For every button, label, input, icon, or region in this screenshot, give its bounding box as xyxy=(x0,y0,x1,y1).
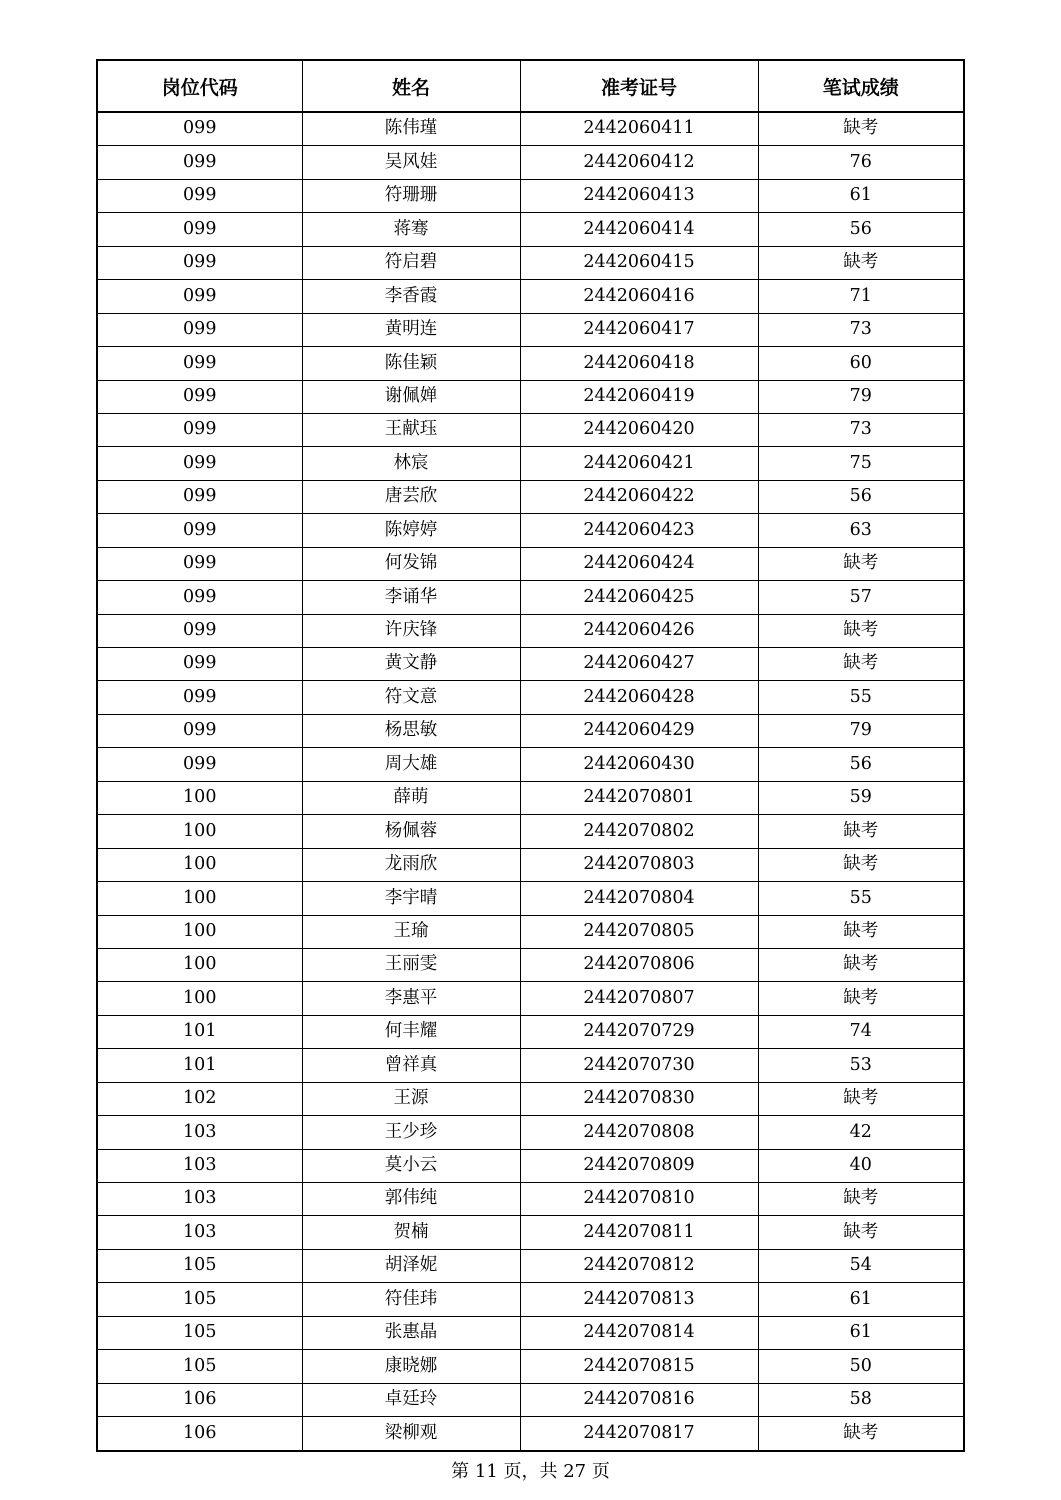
name-cell: 龙雨欣 xyxy=(302,848,520,881)
admission-number-cell: 2442070810 xyxy=(520,1183,758,1216)
position-code-cell: 103 xyxy=(97,1116,302,1149)
written-score-cell: 74 xyxy=(758,1015,964,1048)
table-row xyxy=(97,480,964,513)
position-code-cell: 099 xyxy=(97,280,302,313)
name-cell: 林宸 xyxy=(302,447,520,480)
written-score-cell: 57 xyxy=(758,581,964,614)
written-score-cell: 缺考 xyxy=(758,1417,964,1451)
position-code-cell: 099 xyxy=(97,514,302,547)
written-score-cell: 缺考 xyxy=(758,112,964,146)
admission-number-cell: 2442070804 xyxy=(520,882,758,915)
written-score-cell: 56 xyxy=(758,748,964,781)
table-row xyxy=(97,815,964,848)
admission-number-cell: 2442060426 xyxy=(520,614,758,647)
name-cell: 符珊珊 xyxy=(302,179,520,212)
position-code-cell: 102 xyxy=(97,1082,302,1115)
written-score-cell: 54 xyxy=(758,1249,964,1282)
table-row xyxy=(97,1082,964,1115)
position-code-cell: 099 xyxy=(97,614,302,647)
admission-number-cell: 2442070802 xyxy=(520,815,758,848)
admission-number-cell: 2442060420 xyxy=(520,413,758,446)
name-cell: 王献珏 xyxy=(302,413,520,446)
position-code-cell: 099 xyxy=(97,413,302,446)
table-row xyxy=(97,614,964,647)
written-score-cell: 缺考 xyxy=(758,1082,964,1115)
score-table xyxy=(96,59,965,1452)
name-cell: 蒋骞 xyxy=(302,213,520,246)
position-code-cell: 099 xyxy=(97,246,302,279)
position-code-cell: 100 xyxy=(97,781,302,814)
name-cell: 卓廷玲 xyxy=(302,1383,520,1416)
table-row xyxy=(97,280,964,313)
admission-number-cell: 2442060422 xyxy=(520,480,758,513)
admission-number-cell: 2442060414 xyxy=(520,213,758,246)
written-score-cell: 53 xyxy=(758,1049,964,1082)
admission-number-cell: 2442060425 xyxy=(520,581,758,614)
name-cell: 杨思敏 xyxy=(302,714,520,747)
table-row xyxy=(97,1383,964,1416)
written-score-cell: 73 xyxy=(758,413,964,446)
name-cell: 谢佩婵 xyxy=(302,380,520,413)
position-code-cell: 099 xyxy=(97,681,302,714)
admission-number-cell: 2442060418 xyxy=(520,347,758,380)
table-row xyxy=(97,982,964,1015)
admission-number-cell: 2442070813 xyxy=(520,1283,758,1316)
table-row xyxy=(97,1216,964,1249)
table-row xyxy=(97,1049,964,1082)
table-row xyxy=(97,915,964,948)
admission-number-cell: 2442070806 xyxy=(520,948,758,981)
position-code-cell: 105 xyxy=(97,1316,302,1349)
name-cell: 王瑜 xyxy=(302,915,520,948)
name-cell: 康晓娜 xyxy=(302,1350,520,1383)
name-cell: 李宇晴 xyxy=(302,882,520,915)
name-cell: 李诵华 xyxy=(302,581,520,614)
table-row xyxy=(97,1283,964,1316)
admission-number-cell: 2442070814 xyxy=(520,1316,758,1349)
written-score-cell: 缺考 xyxy=(758,848,964,881)
written-score-cell: 55 xyxy=(758,681,964,714)
admission-number-cell: 2442070809 xyxy=(520,1149,758,1182)
position-code-cell: 099 xyxy=(97,648,302,681)
admission-number-cell: 2442060415 xyxy=(520,246,758,279)
written-score-cell: 缺考 xyxy=(758,614,964,647)
table-row xyxy=(97,514,964,547)
table-body xyxy=(97,112,964,1451)
admission-number-cell: 2442070830 xyxy=(520,1082,758,1115)
written-score-cell: 73 xyxy=(758,313,964,346)
written-score-cell: 50 xyxy=(758,1350,964,1383)
written-score-cell: 71 xyxy=(758,280,964,313)
name-cell: 薛萌 xyxy=(302,781,520,814)
name-cell: 王丽雯 xyxy=(302,948,520,981)
name-cell: 陈佳颖 xyxy=(302,347,520,380)
position-code-cell: 105 xyxy=(97,1249,302,1282)
position-code-cell: 103 xyxy=(97,1183,302,1216)
position-code-cell: 105 xyxy=(97,1283,302,1316)
written-score-cell: 40 xyxy=(758,1149,964,1182)
table-row xyxy=(97,748,964,781)
written-score-cell: 61 xyxy=(758,179,964,212)
name-cell: 周大雄 xyxy=(302,748,520,781)
table-row xyxy=(97,547,964,580)
name-cell: 张惠晶 xyxy=(302,1316,520,1349)
position-code-cell: 100 xyxy=(97,848,302,881)
admission-number-cell: 2442070808 xyxy=(520,1116,758,1149)
written-score-cell: 59 xyxy=(758,781,964,814)
position-code-cell: 103 xyxy=(97,1216,302,1249)
position-code-cell: 106 xyxy=(97,1383,302,1416)
header-name: 姓名 xyxy=(302,60,520,112)
position-code-cell: 101 xyxy=(97,1049,302,1082)
name-cell: 唐芸欣 xyxy=(302,480,520,513)
name-cell: 梁柳观 xyxy=(302,1417,520,1451)
position-code-cell: 099 xyxy=(97,179,302,212)
name-cell: 符启碧 xyxy=(302,246,520,279)
name-cell: 符佳玮 xyxy=(302,1283,520,1316)
table-row xyxy=(97,848,964,881)
position-code-cell: 099 xyxy=(97,480,302,513)
written-score-cell: 缺考 xyxy=(758,915,964,948)
header-written-score: 笔试成绩 xyxy=(758,60,964,112)
written-score-cell: 58 xyxy=(758,1383,964,1416)
table-row xyxy=(97,1183,964,1216)
name-cell: 吴风娃 xyxy=(302,146,520,179)
table-row xyxy=(97,581,964,614)
table-row xyxy=(97,179,964,212)
name-cell: 王源 xyxy=(302,1082,520,1115)
written-score-cell: 56 xyxy=(758,213,964,246)
position-code-cell: 099 xyxy=(97,748,302,781)
name-cell: 贺楠 xyxy=(302,1216,520,1249)
table-row xyxy=(97,948,964,981)
written-score-cell: 61 xyxy=(758,1283,964,1316)
written-score-cell: 76 xyxy=(758,146,964,179)
page-footer: 第 11 页，共 27 页 xyxy=(451,1461,610,1482)
table-row xyxy=(97,146,964,179)
admission-number-cell: 2442060417 xyxy=(520,313,758,346)
name-cell: 郭伟纯 xyxy=(302,1183,520,1216)
name-cell: 黄明连 xyxy=(302,313,520,346)
table-row xyxy=(97,1249,964,1282)
position-code-cell: 099 xyxy=(97,581,302,614)
written-score-cell: 缺考 xyxy=(758,815,964,848)
name-cell: 莫小云 xyxy=(302,1149,520,1182)
written-score-cell: 42 xyxy=(758,1116,964,1149)
written-score-cell: 61 xyxy=(758,1316,964,1349)
admission-number-cell: 2442060419 xyxy=(520,380,758,413)
table-row xyxy=(97,781,964,814)
written-score-cell: 缺考 xyxy=(758,547,964,580)
header-position-code: 岗位代码 xyxy=(97,60,302,112)
position-code-cell: 105 xyxy=(97,1350,302,1383)
position-code-cell: 099 xyxy=(97,347,302,380)
position-code-cell: 106 xyxy=(97,1417,302,1451)
written-score-cell: 缺考 xyxy=(758,948,964,981)
name-cell: 李香霞 xyxy=(302,280,520,313)
name-cell: 胡泽妮 xyxy=(302,1249,520,1282)
table-row xyxy=(97,380,964,413)
position-code-cell: 100 xyxy=(97,948,302,981)
table-row xyxy=(97,882,964,915)
table-header xyxy=(97,60,964,112)
admission-number-cell: 2442070811 xyxy=(520,1216,758,1249)
header-admission-number: 准考证号 xyxy=(520,60,758,112)
admission-number-cell: 2442070801 xyxy=(520,781,758,814)
admission-number-cell: 2442060424 xyxy=(520,547,758,580)
name-cell: 陈婷婷 xyxy=(302,514,520,547)
table-row xyxy=(97,413,964,446)
admission-number-cell: 2442060412 xyxy=(520,146,758,179)
written-score-cell: 79 xyxy=(758,714,964,747)
name-cell: 黄文静 xyxy=(302,648,520,681)
name-cell: 王少珍 xyxy=(302,1116,520,1149)
table-row xyxy=(97,1316,964,1349)
position-code-cell: 099 xyxy=(97,447,302,480)
table-row xyxy=(97,681,964,714)
table-row xyxy=(97,1015,964,1048)
table-row xyxy=(97,213,964,246)
table-row xyxy=(97,1350,964,1383)
admission-number-cell: 2442070812 xyxy=(520,1249,758,1282)
written-score-cell: 60 xyxy=(758,347,964,380)
table-row xyxy=(97,714,964,747)
position-code-cell: 100 xyxy=(97,815,302,848)
written-score-cell: 55 xyxy=(758,882,964,915)
written-score-cell: 缺考 xyxy=(758,648,964,681)
name-cell: 何发锦 xyxy=(302,547,520,580)
position-code-cell: 101 xyxy=(97,1015,302,1048)
admission-number-cell: 2442070816 xyxy=(520,1383,758,1416)
name-cell: 何丰耀 xyxy=(302,1015,520,1048)
position-code-cell: 100 xyxy=(97,915,302,948)
admission-number-cell: 2442060413 xyxy=(520,179,758,212)
table-row xyxy=(97,1417,964,1451)
written-score-cell: 缺考 xyxy=(758,1216,964,1249)
position-code-cell: 099 xyxy=(97,146,302,179)
admission-number-cell: 2442070803 xyxy=(520,848,758,881)
name-cell: 陈伟瑾 xyxy=(302,112,520,146)
admission-number-cell: 2442060428 xyxy=(520,681,758,714)
position-code-cell: 099 xyxy=(97,547,302,580)
header-row xyxy=(97,60,964,112)
position-code-cell: 099 xyxy=(97,313,302,346)
position-code-cell: 100 xyxy=(97,982,302,1015)
position-code-cell: 103 xyxy=(97,1149,302,1182)
admission-number-cell: 2442070817 xyxy=(520,1417,758,1451)
table-row xyxy=(97,112,964,146)
admission-number-cell: 2442060416 xyxy=(520,280,758,313)
admission-number-cell: 2442060411 xyxy=(520,112,758,146)
written-score-cell: 缺考 xyxy=(758,982,964,1015)
table-row xyxy=(97,246,964,279)
written-score-cell: 79 xyxy=(758,380,964,413)
admission-number-cell: 2442060423 xyxy=(520,514,758,547)
admission-number-cell: 2442060430 xyxy=(520,748,758,781)
admission-number-cell: 2442060429 xyxy=(520,714,758,747)
written-score-cell: 56 xyxy=(758,480,964,513)
admission-number-cell: 2442060427 xyxy=(520,648,758,681)
position-code-cell: 100 xyxy=(97,882,302,915)
admission-number-cell: 2442070730 xyxy=(520,1049,758,1082)
written-score-cell: 75 xyxy=(758,447,964,480)
table-row xyxy=(97,313,964,346)
name-cell: 许庆锋 xyxy=(302,614,520,647)
admission-number-cell: 2442070807 xyxy=(520,982,758,1015)
table-row xyxy=(97,347,964,380)
written-score-cell: 63 xyxy=(758,514,964,547)
table-row xyxy=(97,1149,964,1182)
position-code-cell: 099 xyxy=(97,714,302,747)
admission-number-cell: 2442070815 xyxy=(520,1350,758,1383)
table-row xyxy=(97,447,964,480)
admission-number-cell: 2442070805 xyxy=(520,915,758,948)
position-code-cell: 099 xyxy=(97,213,302,246)
admission-number-cell: 2442060421 xyxy=(520,447,758,480)
table-row xyxy=(97,648,964,681)
name-cell: 曾祥真 xyxy=(302,1049,520,1082)
admission-number-cell: 2442070729 xyxy=(520,1015,758,1048)
written-score-cell: 缺考 xyxy=(758,246,964,279)
written-score-cell: 缺考 xyxy=(758,1183,964,1216)
name-cell: 符文意 xyxy=(302,681,520,714)
position-code-cell: 099 xyxy=(97,112,302,146)
name-cell: 杨佩蓉 xyxy=(302,815,520,848)
name-cell: 李惠平 xyxy=(302,982,520,1015)
position-code-cell: 099 xyxy=(97,380,302,413)
table-row xyxy=(97,1116,964,1149)
